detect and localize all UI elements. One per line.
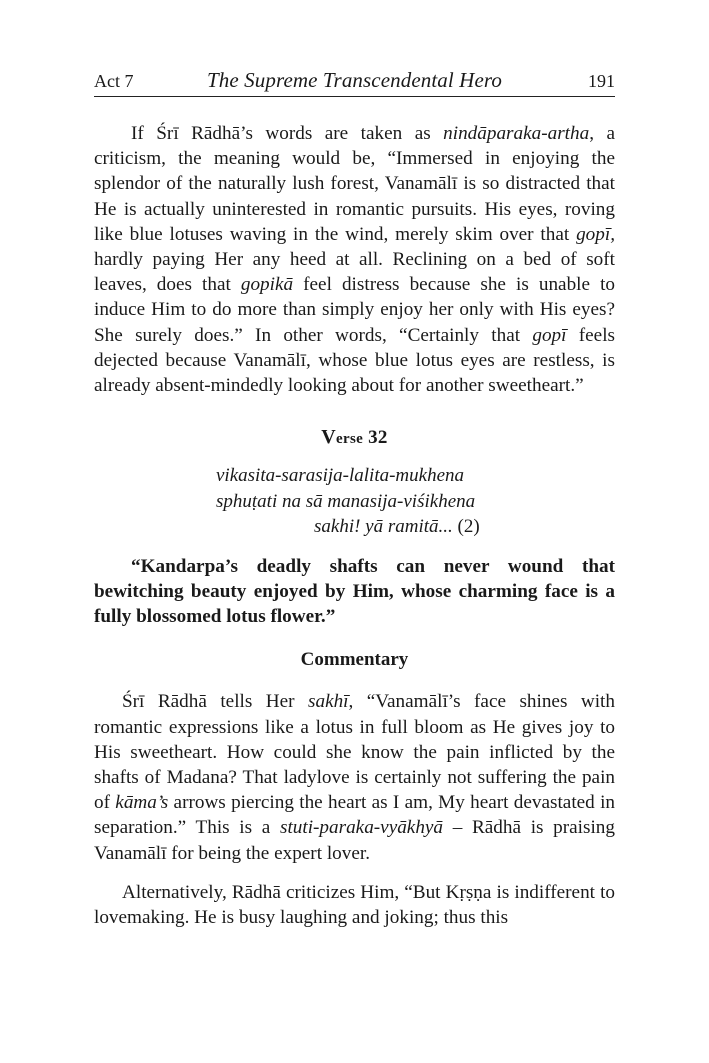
term-italic: gopikā (240, 274, 294, 296)
verse-heading-rest: erse (336, 431, 364, 448)
paragraph-interpretation (94, 121, 615, 398)
text-run: – Rādhā is praising Vanamālī for being the expert lover. (94, 817, 615, 864)
book-title: The Supreme Transcendental Hero (207, 68, 502, 92)
term-italic: kāma’s (115, 792, 169, 814)
running-header (94, 66, 615, 97)
verse-line-text: sakhi! yā ramitā... (314, 516, 453, 538)
term-italic: nindāparaka-artha (443, 123, 590, 144)
text-run: arrows piercing the heart as I am, My heart devastated in separation.” This is a (94, 792, 615, 839)
commentary-paragraph: Alternatively, Rādhā criticizes Him, “But Kṛṣṇa is indifferent to lovemaking. He is busy laughing and joking; thus this (94, 881, 615, 928)
book-page (94, 66, 615, 930)
text-run: feels dejected because Vanamālī, whose blue lotus eyes are restless, is already absent-mindedly looking about for another sweetheart.” (94, 324, 615, 397)
verse-heading (94, 426, 615, 449)
verse-line: vikasita-sarasija-lalita-mukhena (216, 465, 465, 487)
verse-line: sphuṭati na sā manasija-viśikhena (216, 490, 476, 512)
verse-translation: “Kandarpa’s deadly shafts can never wound that bewitching beauty enjoyed by Him, whose charming face is a fully blossomed lotus flower.” (94, 555, 615, 628)
text-run: , a criticism, the meaning would be, “Immersed in enjoying the splendor of the naturally lush forest, Vanamālī is so distracted that He is actually uninterested in romantic pursuits. His eyes, roving like blue lotuses waving in the wind, merely skim over that (94, 123, 615, 245)
text-run: Śrī Rādhā tells Her (122, 691, 309, 713)
act-label: Act 7 (94, 71, 134, 91)
text-run: , “Vanamālī’s face shines with romantic expressions like a lotus in full bloom as He gives joy to His sweetheart. How could she know the pain inflicted by the shafts of Madana? That ladylove is certainly not suffering the pain of (94, 691, 615, 814)
text-run: If Śrī Rādhā’s words are taken as (131, 123, 444, 144)
page-number: 191 (588, 71, 615, 91)
commentary-heading: Commentary (300, 649, 409, 671)
verse-number: 32 (368, 427, 388, 449)
term-italic: stuti-paraka-vyākhyā (279, 817, 444, 839)
commentary-paragraph (94, 689, 615, 865)
verse-line (216, 514, 615, 540)
refrain-number: (2) (457, 516, 480, 538)
text-run: feel distress because she is unable to induce Him to do more than simply enjoy her only with His eyes? She surely does.” In other words, “Certainly that (94, 274, 615, 346)
term-italic: gopī (532, 324, 567, 346)
verse-text (216, 463, 615, 540)
term-italic: sakhī (308, 691, 349, 713)
term-italic: gopī, (576, 223, 615, 245)
text-run: hardly paying Her any heed at all. Reclining on a bed of soft leaves, does that (94, 249, 615, 296)
verse-heading-initial: V (321, 426, 337, 449)
